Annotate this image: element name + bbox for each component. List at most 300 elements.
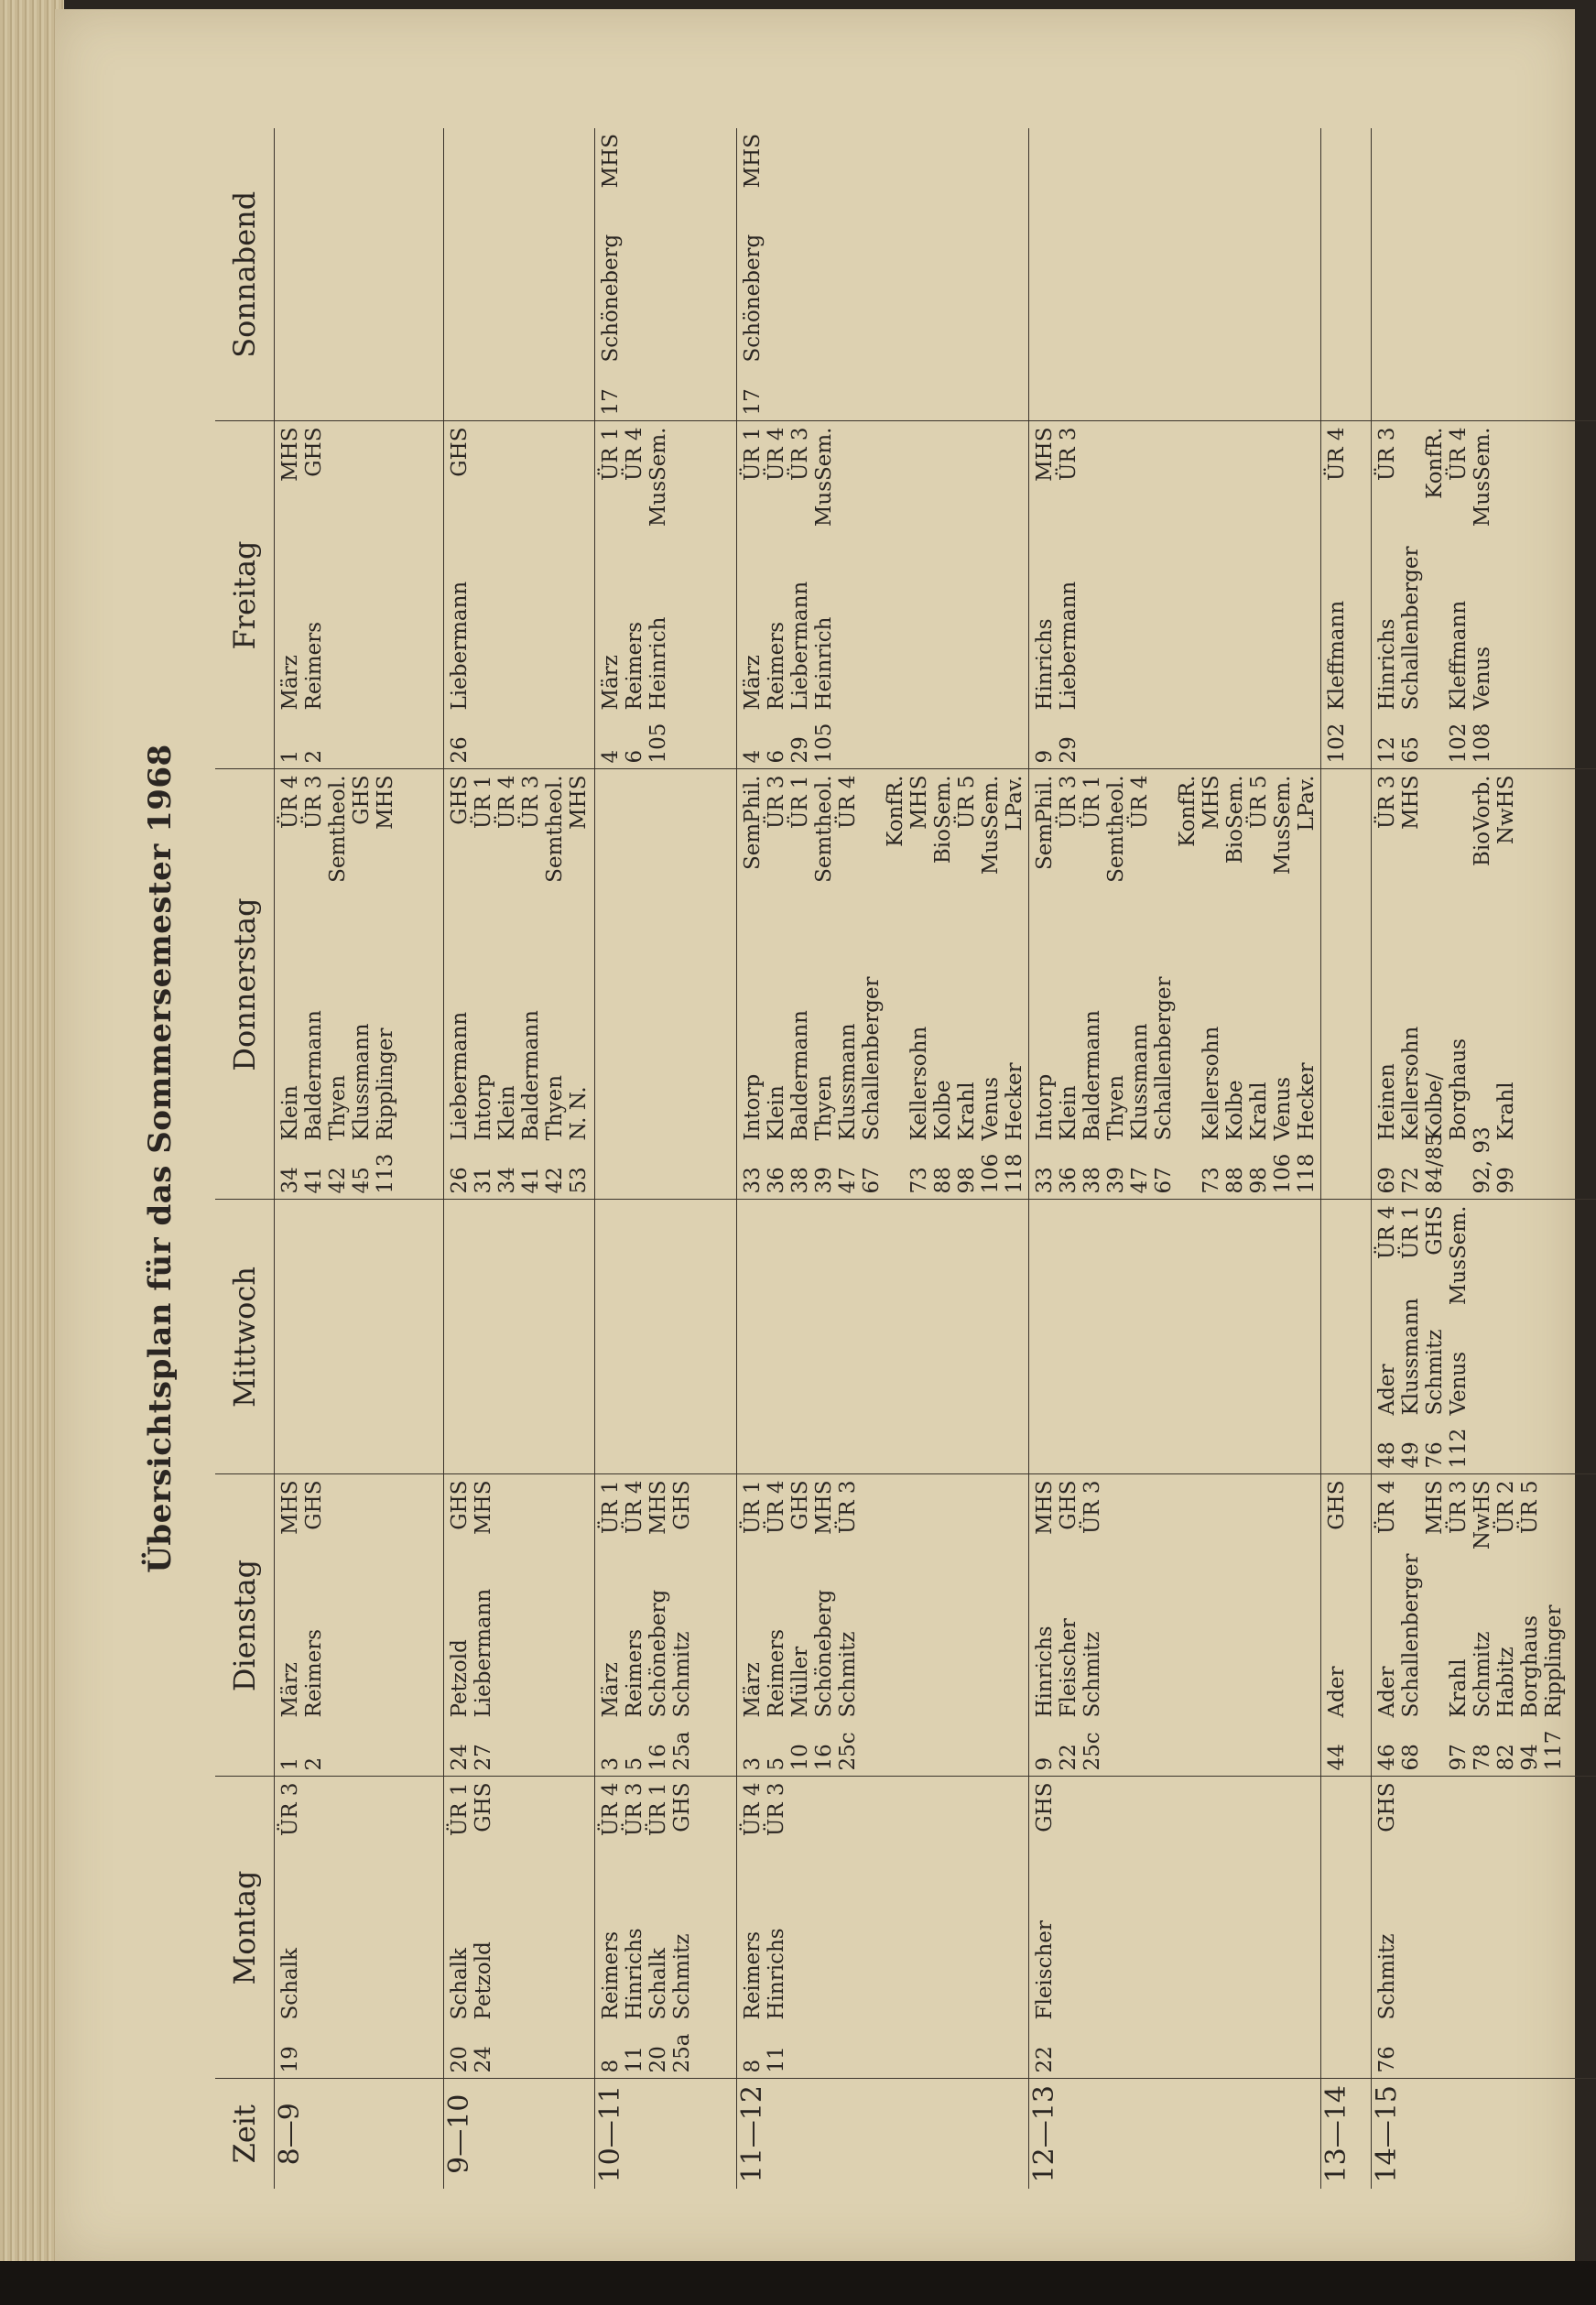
lecturer-name: Intorp bbox=[741, 1073, 765, 1141]
lecturer-name: März bbox=[599, 655, 623, 711]
time-slot: 9—10 bbox=[444, 2079, 595, 2189]
course-entry bbox=[1375, 1206, 1399, 1469]
lecturer-name: Klein bbox=[278, 1085, 302, 1141]
day-cell bbox=[595, 769, 737, 1200]
course-number: 5 bbox=[623, 1756, 646, 1771]
course-number bbox=[1423, 711, 1447, 764]
course-entry bbox=[1200, 776, 1223, 1194]
course-entry bbox=[1033, 428, 1057, 764]
course-entry bbox=[788, 428, 812, 764]
course-number: 38 bbox=[1080, 1167, 1104, 1194]
course-number: 97 bbox=[1447, 1744, 1471, 1771]
lecturer-name: Fleischer bbox=[1057, 1618, 1080, 1718]
course-number: 98 bbox=[955, 1167, 979, 1194]
lecturer-name: Hecker bbox=[1003, 1062, 1026, 1141]
course-entry bbox=[1447, 428, 1471, 764]
course-number: 42 bbox=[543, 1167, 567, 1194]
course-number: 72 bbox=[1399, 1167, 1423, 1194]
lecturer-name: Schmitz bbox=[670, 1933, 694, 2020]
room-label bbox=[1447, 776, 1471, 781]
time-row bbox=[275, 128, 444, 2189]
room-label: ÜR 4 bbox=[599, 1782, 623, 1837]
lecturer-name: Ader bbox=[1325, 1666, 1349, 1718]
lecturer-name: Reimers bbox=[741, 1930, 765, 2020]
room-label: MHS bbox=[646, 1480, 670, 1535]
course-number: 24 bbox=[472, 2046, 495, 2073]
lecturer-name: Kellersohn bbox=[1399, 1026, 1423, 1141]
room-label: GHS bbox=[302, 427, 326, 477]
course-number: 88 bbox=[1223, 1167, 1247, 1194]
course-entry bbox=[1494, 1481, 1518, 1771]
day-cell bbox=[275, 1200, 444, 1474]
room-label: GHS bbox=[1033, 1782, 1057, 1832]
day-cell bbox=[595, 1474, 737, 1777]
lecturer-name: März bbox=[278, 655, 302, 711]
lecturer-name: Schmitz bbox=[836, 1631, 860, 1718]
course-entry bbox=[1375, 428, 1399, 764]
course-number: 118 bbox=[1295, 1153, 1319, 1194]
day-cell bbox=[595, 421, 737, 769]
course-number: 76 bbox=[1375, 2046, 1399, 2073]
day-cell bbox=[595, 1777, 737, 2079]
course-number: 33 bbox=[741, 1167, 765, 1194]
course-entry bbox=[599, 134, 623, 416]
lecturer-name bbox=[1176, 856, 1200, 1141]
course-entry bbox=[1128, 776, 1152, 1194]
room-label: GHS bbox=[448, 1480, 472, 1530]
lecturer-name: Klussmann bbox=[350, 1023, 374, 1141]
lecturer-name bbox=[1423, 508, 1447, 711]
lecturer-name bbox=[1423, 1544, 1447, 1718]
lecturer-name: Petzold bbox=[448, 1639, 472, 1718]
course-entry bbox=[1447, 1481, 1471, 1771]
course-entry bbox=[543, 776, 567, 1194]
lecturer-name: Schöneberg bbox=[812, 1589, 836, 1718]
day-cell bbox=[444, 1777, 595, 2079]
course-entry bbox=[788, 1481, 812, 1771]
course-number: 24 bbox=[448, 1744, 472, 1771]
header-zeit: Zeit bbox=[215, 2079, 275, 2189]
room-label: NwHS bbox=[1471, 1480, 1494, 1550]
room-label: ÜR 5 bbox=[955, 775, 979, 830]
room-label: Semtheol. bbox=[812, 775, 836, 883]
room-label: ÜR 3 bbox=[1447, 1480, 1471, 1535]
room-label: ÜR 3 bbox=[1057, 775, 1080, 830]
course-entry bbox=[350, 776, 374, 1194]
room-label: ÜR 1 bbox=[646, 1782, 670, 1837]
lecturer-name: Heinrich bbox=[812, 616, 836, 711]
day-cell bbox=[444, 128, 595, 421]
room-label: KonfR. bbox=[1423, 427, 1447, 499]
lecturer-name: Fleischer bbox=[1033, 1920, 1057, 2020]
room-label: ÜR 4 bbox=[1128, 775, 1152, 830]
room-label: ÜR 4 bbox=[1325, 427, 1349, 482]
room-label: MHS bbox=[1033, 1480, 1057, 1535]
course-number: 25a bbox=[670, 1731, 694, 1771]
course-number: 3 bbox=[599, 1756, 623, 1771]
course-number bbox=[884, 1141, 907, 1194]
course-number: 25c bbox=[1080, 1732, 1104, 1771]
lecturer-name: Baldermann bbox=[788, 1010, 812, 1141]
course-number: 48 bbox=[1375, 1441, 1399, 1469]
lecturer-name: Krahl bbox=[1247, 1082, 1271, 1141]
course-entry bbox=[448, 776, 472, 1194]
time-row bbox=[595, 128, 737, 2189]
course-number: 16 bbox=[812, 1744, 836, 1771]
room-label: GHS bbox=[1325, 1480, 1349, 1530]
lecturer-name: Thyen bbox=[326, 1074, 350, 1141]
course-entry bbox=[979, 776, 1003, 1194]
course-number: 29 bbox=[1057, 736, 1080, 764]
room-label: ÜR 3 bbox=[278, 1782, 302, 1837]
room-label: MHS bbox=[907, 775, 931, 830]
course-number: 12 bbox=[1375, 736, 1399, 764]
course-number: 45 bbox=[350, 1167, 374, 1194]
room-label: ÜR 4 bbox=[1375, 1480, 1399, 1535]
course-entry bbox=[1152, 776, 1176, 1194]
course-number: 2 bbox=[302, 1756, 326, 1771]
room-label: LPav. bbox=[1295, 775, 1319, 832]
day-cell bbox=[275, 128, 444, 421]
day-cell bbox=[737, 1777, 1029, 2079]
course-number: 34 bbox=[278, 1167, 302, 1194]
course-entry bbox=[836, 1481, 860, 1771]
lecturer-name: Krahl bbox=[955, 1082, 979, 1141]
room-label bbox=[1542, 1481, 1566, 1486]
room-label: SemPhil. bbox=[741, 775, 765, 870]
course-number: 36 bbox=[1057, 1167, 1080, 1194]
time-slot: 10—11 bbox=[595, 2079, 737, 2189]
lecturer-name: Kolbe/ bbox=[1423, 1072, 1447, 1141]
course-entry bbox=[1447, 776, 1471, 1194]
course-entry bbox=[623, 1481, 646, 1771]
room-label: ÜR 1 bbox=[1080, 775, 1104, 830]
course-entry bbox=[623, 428, 646, 764]
course-number: 76 bbox=[1423, 1441, 1447, 1469]
room-label: ÜR 4 bbox=[836, 775, 860, 830]
day-cell bbox=[275, 769, 444, 1200]
room-label: BioVorb. bbox=[1471, 775, 1494, 866]
lecturer-name: März bbox=[741, 655, 765, 711]
lecturer-name: Reimers bbox=[765, 621, 788, 711]
lecturer-name: Schalk bbox=[278, 1948, 302, 2020]
room-label: ÜR 4 bbox=[765, 427, 788, 482]
day-cell bbox=[275, 1777, 444, 2079]
lecturer-name: Schallenberger bbox=[860, 976, 884, 1141]
course-entry bbox=[1423, 776, 1447, 1194]
lecturer-name: Schmitz bbox=[1375, 1933, 1399, 2020]
time-row bbox=[444, 128, 595, 2189]
course-number: 106 bbox=[979, 1153, 1003, 1194]
lecturer-name: Liebermann bbox=[472, 1588, 495, 1718]
lecturer-name: Kellersohn bbox=[907, 1026, 931, 1141]
day-cell bbox=[1321, 1200, 1372, 1474]
course-entry bbox=[599, 1783, 623, 2073]
course-entry bbox=[955, 776, 979, 1194]
course-entry bbox=[302, 776, 326, 1194]
room-label: ÜR 3 bbox=[519, 775, 543, 830]
room-label: ÜR 3 bbox=[836, 1480, 860, 1535]
course-number: 25c bbox=[836, 1732, 860, 1771]
course-number: 88 bbox=[931, 1167, 955, 1194]
course-entry bbox=[1325, 428, 1349, 764]
course-entry bbox=[1423, 1206, 1447, 1469]
room-label: MHS bbox=[472, 1480, 495, 1535]
course-number: 46 bbox=[1375, 1744, 1399, 1771]
scan-background bbox=[0, 2261, 1596, 2305]
course-entry bbox=[1057, 1481, 1080, 1771]
lecturer-name: Kleffmann bbox=[1447, 600, 1471, 711]
course-entry bbox=[1375, 776, 1399, 1194]
course-number: 26 bbox=[448, 736, 472, 764]
course-number: 5 bbox=[765, 1756, 788, 1771]
course-number: 8 bbox=[599, 2059, 623, 2073]
course-number: 36 bbox=[765, 1167, 788, 1194]
course-number: 47 bbox=[836, 1167, 860, 1194]
course-number: 99 bbox=[1494, 1167, 1518, 1194]
course-number: 17 bbox=[599, 388, 623, 416]
course-entry bbox=[670, 1481, 694, 1771]
lecturer-name: Borghaus bbox=[1447, 1038, 1471, 1141]
course-number: 22 bbox=[1033, 2046, 1057, 2073]
course-entry bbox=[1471, 428, 1494, 764]
lecturer-name: März bbox=[599, 1662, 623, 1718]
course-entry bbox=[1271, 776, 1295, 1194]
course-entry bbox=[1542, 1481, 1566, 1771]
lecturer-name: Schalk bbox=[448, 1948, 472, 2020]
lecturer-name: Reimers bbox=[302, 621, 326, 711]
course-entry bbox=[1471, 1481, 1494, 1771]
course-number: 73 bbox=[907, 1167, 931, 1194]
course-entry bbox=[1447, 1206, 1471, 1469]
course-number: 39 bbox=[812, 1167, 836, 1194]
room-label: ÜR 3 bbox=[1057, 427, 1080, 482]
room-label: ÜR 3 bbox=[623, 1782, 646, 1837]
course-entry bbox=[836, 776, 860, 1194]
course-entry bbox=[741, 776, 765, 1194]
course-number: 112 bbox=[1447, 1428, 1471, 1469]
course-entry bbox=[448, 1783, 472, 2073]
day-cell bbox=[1372, 1474, 1596, 1777]
course-number: 38 bbox=[788, 1167, 812, 1194]
time-slot: 13—14 bbox=[1321, 2079, 1372, 2189]
lecturer-name: März bbox=[741, 1662, 765, 1718]
lecturer-name: Heinen bbox=[1375, 1063, 1399, 1141]
course-number: 49 bbox=[1399, 1441, 1423, 1469]
room-label: MusSem. bbox=[1447, 1205, 1471, 1306]
lecturer-name: Habitz bbox=[1494, 1647, 1518, 1718]
course-entry bbox=[302, 1481, 326, 1771]
room-label: ÜR 3 bbox=[765, 775, 788, 830]
lecturer-name: Borghaus bbox=[1518, 1615, 1542, 1718]
room-label: ÜR 3 bbox=[302, 775, 326, 830]
lecturer-name: Hecker bbox=[1295, 1062, 1319, 1141]
course-entry bbox=[1423, 428, 1447, 764]
course-number: 73 bbox=[1200, 1167, 1223, 1194]
time-row bbox=[1029, 128, 1321, 2189]
time-slot: 8—9 bbox=[275, 2079, 444, 2189]
lecturer-name: Reimers bbox=[765, 1628, 788, 1718]
room-label: MHS bbox=[1399, 775, 1423, 830]
course-number: 118 bbox=[1003, 1153, 1026, 1194]
time-slot: 14—15 bbox=[1372, 2079, 1596, 2189]
schedule-table bbox=[215, 128, 1596, 2189]
lecturer-name: Thyen bbox=[543, 1074, 567, 1141]
room-label: ÜR 3 bbox=[1375, 775, 1399, 830]
course-entry bbox=[519, 776, 543, 1194]
day-cell bbox=[1029, 1200, 1321, 1474]
course-entry bbox=[1375, 1783, 1399, 2073]
lecturer-name: Schallenberger bbox=[1152, 976, 1176, 1141]
course-number: 11 bbox=[623, 2046, 646, 2073]
room-label: ÜR 5 bbox=[1518, 1480, 1542, 1535]
lecturer-name: Schallenberger bbox=[1399, 1553, 1423, 1718]
lecturer-name: Baldermann bbox=[302, 1010, 326, 1141]
course-entry bbox=[1003, 776, 1026, 1194]
course-number: 113 bbox=[374, 1153, 397, 1194]
lecturer-name: Kolbe bbox=[931, 1080, 955, 1141]
course-number: 94 bbox=[1518, 1744, 1542, 1771]
room-label: KonfR. bbox=[1176, 775, 1200, 847]
room-label: GHS bbox=[448, 775, 472, 825]
course-entry bbox=[374, 776, 397, 1194]
lecturer-name: Ripplinger bbox=[374, 1027, 397, 1141]
course-number: 27 bbox=[472, 1744, 495, 1771]
course-entry bbox=[472, 776, 495, 1194]
day-cell bbox=[444, 1200, 595, 1474]
course-number: 6 bbox=[623, 749, 646, 764]
lecturer-name: Schallenberger bbox=[1399, 546, 1423, 711]
course-number: 33 bbox=[1033, 1167, 1057, 1194]
lecturer-name: Thyen bbox=[1104, 1074, 1128, 1141]
room-label: ÜR 1 bbox=[448, 1782, 472, 1837]
course-number: 20 bbox=[448, 2046, 472, 2073]
lecturer-name: Hinrichs bbox=[1033, 1625, 1057, 1718]
day-cell bbox=[275, 1474, 444, 1777]
lecturer-name: Petzold bbox=[472, 1941, 495, 2020]
lecturer-name: Müller bbox=[788, 1646, 812, 1718]
course-number: 39 bbox=[1104, 1167, 1128, 1194]
room-label: GHS bbox=[1423, 1205, 1447, 1256]
course-entry bbox=[1494, 776, 1518, 1194]
course-number: 108 bbox=[1471, 723, 1494, 764]
course-number: 92, 93 bbox=[1471, 1126, 1494, 1194]
day-cell bbox=[737, 1200, 1029, 1474]
room-label: MusSem. bbox=[646, 427, 670, 527]
course-number: 67 bbox=[1152, 1167, 1176, 1194]
room-label: ÜR 4 bbox=[495, 775, 519, 830]
lecturer-name: Kleffmann bbox=[1325, 600, 1349, 711]
lecturer-name: Klussmann bbox=[1399, 1298, 1423, 1416]
lecturer-name: Schöneberg bbox=[599, 234, 623, 363]
day-cell bbox=[737, 769, 1029, 1200]
room-label: Semtheol. bbox=[326, 775, 350, 883]
course-number: 44 bbox=[1325, 1744, 1349, 1771]
course-entry bbox=[1104, 776, 1128, 1194]
course-number: 9 bbox=[1033, 749, 1057, 764]
course-entry bbox=[1399, 428, 1423, 764]
room-label: ÜR 1 bbox=[599, 1480, 623, 1535]
course-number: 78 bbox=[1471, 1744, 1494, 1771]
day-cell bbox=[737, 128, 1029, 421]
header-dienstag: Dienstag bbox=[215, 1474, 275, 1777]
room-label: ÜR 4 bbox=[765, 1480, 788, 1535]
course-number: 31 bbox=[472, 1167, 495, 1194]
room-label: MHS bbox=[741, 134, 765, 189]
course-number: 20 bbox=[646, 2046, 670, 2073]
course-entry bbox=[278, 1783, 302, 2073]
course-number: 8 bbox=[741, 2059, 765, 2073]
course-number: 16 bbox=[646, 1744, 670, 1771]
course-entry bbox=[1471, 776, 1494, 1194]
day-cell bbox=[1321, 128, 1372, 421]
course-entry bbox=[1080, 1481, 1104, 1771]
lecturer-name: Klein bbox=[1057, 1085, 1080, 1141]
lecturer-name: Schöneberg bbox=[741, 234, 765, 363]
course-number bbox=[1176, 1141, 1200, 1194]
lecturer-name: Schmitz bbox=[1471, 1631, 1494, 1718]
lecturer-name: Schmitz bbox=[670, 1631, 694, 1718]
course-entry bbox=[1057, 428, 1080, 764]
course-number: 68 bbox=[1399, 1744, 1423, 1771]
lecturer-name: Hinrichs bbox=[623, 1928, 646, 2020]
course-entry bbox=[1295, 776, 1319, 1194]
course-entry bbox=[646, 1481, 670, 1771]
course-entry bbox=[1399, 1481, 1423, 1771]
room-label: NwHS bbox=[1494, 775, 1518, 845]
course-number: 53 bbox=[567, 1167, 591, 1194]
day-cell bbox=[737, 421, 1029, 769]
course-entry bbox=[646, 1783, 670, 2073]
room-label: MusSem. bbox=[1271, 775, 1295, 875]
day-cell bbox=[1321, 421, 1372, 769]
day-cell bbox=[1029, 769, 1321, 1200]
lecturer-name: Klussmann bbox=[836, 1023, 860, 1141]
course-number: 34 bbox=[495, 1167, 519, 1194]
course-number: 29 bbox=[788, 736, 812, 764]
day-cell bbox=[1321, 1777, 1372, 2079]
lecturer-name: Venus bbox=[1271, 1076, 1295, 1141]
room-label: GHS bbox=[670, 1480, 694, 1530]
course-entry bbox=[326, 776, 350, 1194]
course-entry bbox=[765, 776, 788, 1194]
day-cell bbox=[444, 421, 595, 769]
room-label bbox=[1152, 776, 1176, 781]
course-number: 105 bbox=[812, 723, 836, 764]
room-label: ÜR 1 bbox=[1399, 1205, 1423, 1260]
room-label: GHS bbox=[1375, 1782, 1399, 1832]
lecturer-name: Klein bbox=[765, 1085, 788, 1141]
room-label: ÜR 4 bbox=[1375, 1205, 1399, 1260]
room-label: MHS bbox=[278, 1480, 302, 1535]
course-entry bbox=[623, 1783, 646, 2073]
course-entry bbox=[278, 428, 302, 764]
room-label: KonfR. bbox=[884, 775, 907, 847]
lecturer-name: Hinrichs bbox=[765, 1928, 788, 2020]
header-montag: Montag bbox=[215, 1777, 275, 2079]
rotated-schedule bbox=[128, 128, 1566, 2189]
room-label: MHS bbox=[812, 1480, 836, 1535]
room-label: Semtheol. bbox=[543, 775, 567, 883]
day-cell bbox=[1372, 128, 1596, 421]
course-number: 84/85 bbox=[1423, 1133, 1447, 1194]
course-number: 105 bbox=[646, 723, 670, 764]
course-entry bbox=[1399, 776, 1423, 1194]
room-label: MHS bbox=[567, 775, 591, 830]
day-cell bbox=[1029, 1474, 1321, 1777]
page-title: Übersichtsplan für das Sommersemester 1968 bbox=[142, 744, 179, 1573]
room-label: GHS bbox=[670, 1782, 694, 1832]
